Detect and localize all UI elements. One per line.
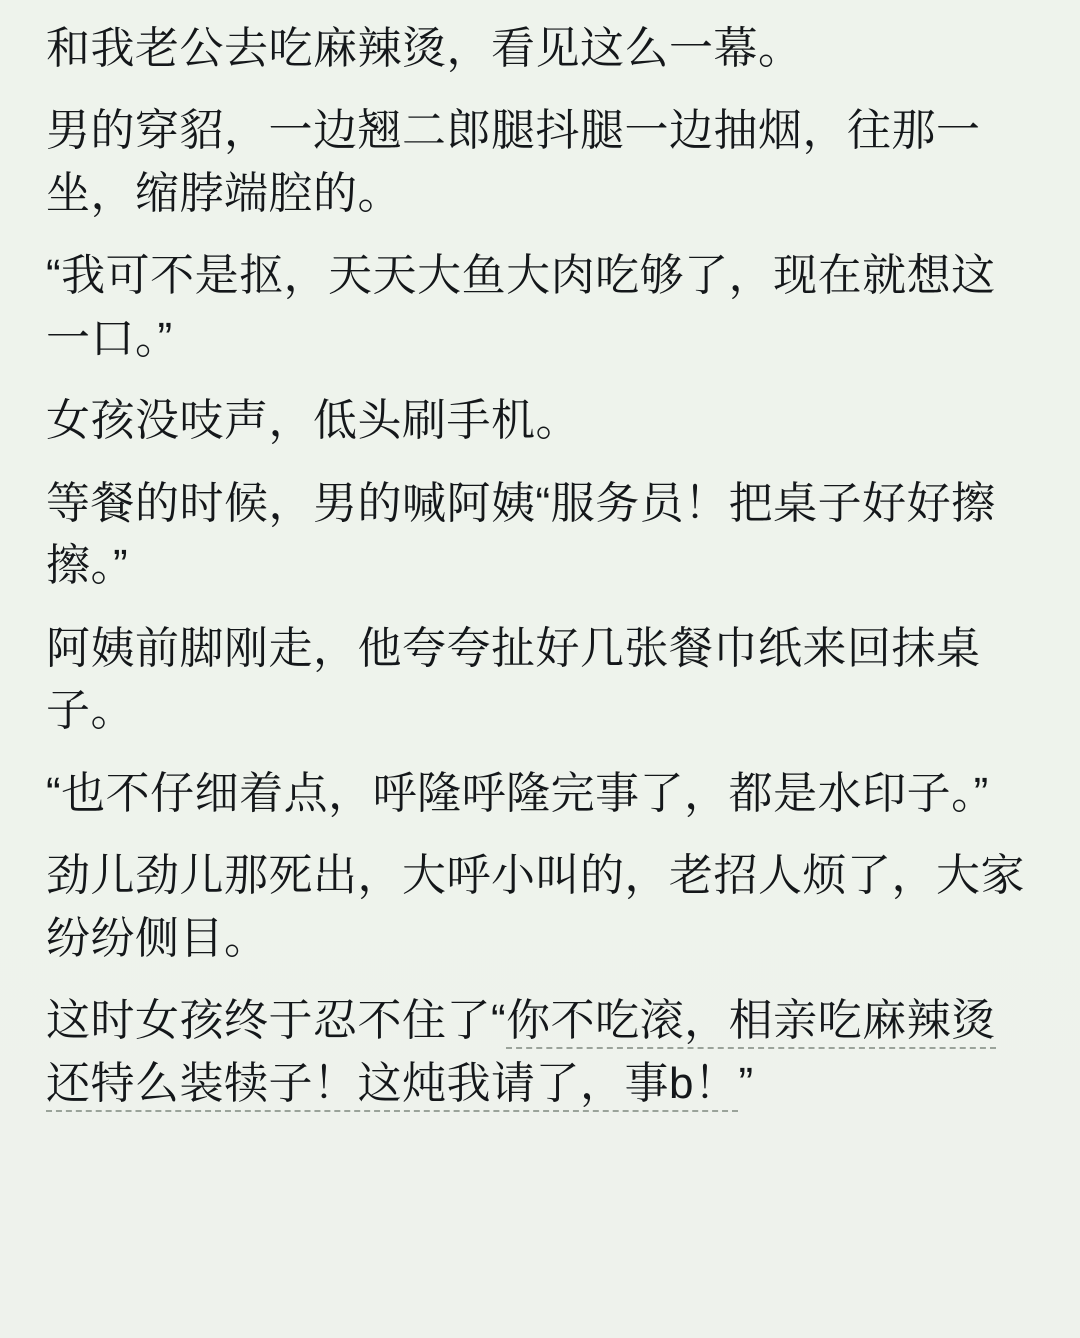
paragraph-7: “也不仔细着点，呼隆呼隆完事了，都是水印子。” [46,768,989,818]
paragraph-1: 和我老公去吃麻辣烫，看见这么一幕。 [46,24,803,73]
paragraph-5: 等餐的时候，男的喊阿姨“服务员！把桌子好好擦擦。” [46,478,996,591]
paragraph-9 [46,990,1034,1115]
paragraph-4: 女孩没吱声，低头刷手机。 [46,396,580,446]
paragraph-2: 男的穿貂，一边翘二郎腿抖腿一边抽烟，往那一坐，缩脖端腔的。 [46,106,981,218]
paragraph-9-tail: ” [738,1058,754,1108]
paragraph-9-lead: 这时女孩终于忍不住了“ [46,996,507,1046]
paragraph-3: “我可不是抠，天天大鱼大肉吃够了，现在就想这一口。” [46,251,996,363]
paragraph-6: 阿姨前脚刚走，他夸夸扯好几张餐巾纸来回抹桌子。 [46,623,981,736]
paragraph-9-underlined: 你不吃滚，相亲吃麻辣烫还特么装犊子！这炖我请了，事b！ [46,996,996,1111]
paragraph-8: 劲儿劲儿那死出，大呼小叫的，老招人烦了，大家纷纷侧目。 [46,851,1025,963]
